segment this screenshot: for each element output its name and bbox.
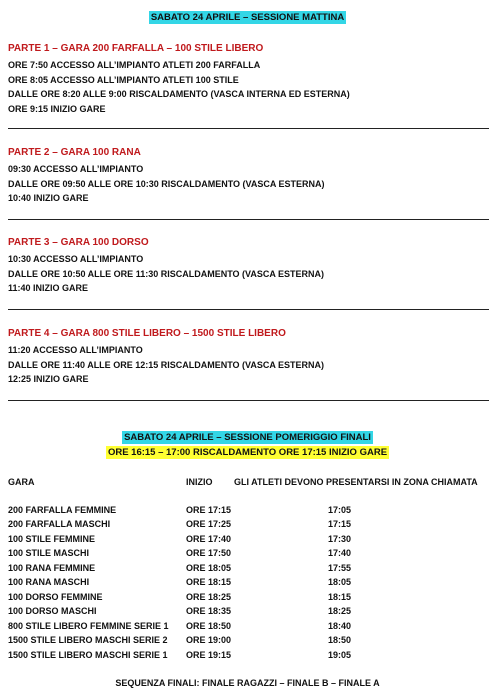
start-time-cell: ORE 18:25 [186,591,232,602]
table-header-row [8,475,488,490]
part-1-line: ORE 7:50 ACCESSO ALL’IMPIANTO ATLETI 200 FARFALLA [8,60,261,70]
call-time-cell: 17:55 [328,562,352,573]
part-2-title: PARTE 2 – GARA 100 RANA [8,147,141,158]
call-time-cell: 17:30 [328,533,352,544]
part-3-line: DALLE ORE 10:50 ALLE ORE 11:30 RISCALDAMENTO (VASCA ESTERNA) [8,268,325,279]
finals-schedule-table [8,475,488,662]
event-cell: 100 STILE FEMMINE [8,533,96,544]
table-row [8,590,488,605]
part-4-section [8,328,488,387]
table-row [8,532,488,547]
part-3-section [8,237,488,296]
header-inizio: INIZIO [186,477,213,487]
part-4-line: 11:20 ACCESSO ALL’IMPIANTO [8,345,143,355]
part-3-line: 10:30 ACCESSO ALL’IMPIANTO [8,254,144,264]
start-time-cell: ORE 18:50 [186,620,232,631]
start-time-cell: ORE 19:15 [186,649,232,660]
part-2-line: 10:40 INIZIO GARE [8,193,89,203]
call-time-cell: 18:40 [328,620,352,631]
event-cell: 100 RANA FEMMINE [8,562,96,573]
part-3-line: 11:40 INIZIO GARE [8,283,89,293]
event-cell: 200 FARFALLA MASCHI [8,519,111,529]
table-row [8,604,488,619]
section-divider [8,400,489,401]
table-row [8,517,488,532]
event-cell: 200 FARFALLA FEMMINE [8,504,117,515]
afternoon-subbanner-wrap [0,446,495,459]
table-row [8,546,488,561]
table-row [8,633,488,648]
part-4-line: 12:25 INIZIO GARE [8,374,89,384]
call-time-cell: 18:05 [328,577,352,587]
part-1-line: ORE 9:15 INIZIO GARE [8,103,106,114]
start-time-cell: ORE 17:40 [186,533,232,544]
event-cell: 1500 STILE LIBERO MASCHI SERIE 2 [8,635,168,645]
warmup-schedule-banner: ORE 16:15 – 17:00 RISCALDAMENTO ORE 17:15 INIZIO GARE [107,447,388,458]
section-divider [8,309,489,310]
call-time-cell: 17:15 [328,519,352,529]
call-time-cell: 18:25 [328,606,352,616]
table-row [8,575,488,590]
part-1-title: PARTE 1 – GARA 200 FARFALLA – 100 STILE LIBERO [8,43,264,54]
event-cell: 100 DORSO MASCHI [8,606,97,616]
section-divider [8,219,489,220]
start-time-cell: ORE 18:05 [186,562,232,573]
call-time-cell: 17:40 [328,548,352,558]
header-call-room: GLI ATLETI DEVONO PRESENTARSI IN ZONA CHIAMATA [234,477,478,487]
part-2-section [8,147,488,206]
part-1-line: DALLE ORE 8:20 ALLE 9:00 RISCALDAMENTO (VASCA INTERNA ED ESTERNA) [8,89,350,99]
event-cell: 100 DORSO FEMMINE [8,591,103,602]
header-gara: GARA [8,477,35,487]
start-time-cell: ORE 17:25 [186,519,232,529]
event-cell: 1500 STILE LIBERO MASCHI SERIE 1 [8,649,168,660]
call-time-cell: 18:15 [328,591,352,602]
finals-sequence-note: SEQUENZA FINALI: FINALE RAGAZZI – FINALE B – FINALE A [115,678,380,688]
part-1-section [8,43,488,116]
call-time-cell: 18:50 [328,635,352,645]
event-cell: 100 RANA MASCHI [8,577,90,587]
part-2-line: DALLE ORE 09:50 ALLE ORE 10:30 RISCALDAMENTO (VASCA ESTERNA) [8,178,325,189]
afternoon-session-banner: SABATO 24 APRILE – SESSIONE POMERIGGIO FINALI [124,432,371,443]
event-cell: 800 STILE LIBERO FEMMINE SERIE 1 [8,620,169,631]
morning-session-banner: SABATO 24 APRILE – SESSIONE MATTINA [150,12,345,23]
part-4-title: PARTE 4 – GARA 800 STILE LIBERO – 1500 STILE LIBERO [8,328,286,339]
part-1-line: ORE 8:05 ACCESSO ALL’IMPIANTO ATLETI 100 STILE [8,74,239,85]
part-2-line: 09:30 ACCESSO ALL’IMPIANTO [8,164,144,174]
start-time-cell: ORE 17:15 [186,504,232,515]
part-4-line: DALLE ORE 11:40 ALLE ORE 12:15 RISCALDAMENTO (VASCA ESTERNA) [8,359,325,370]
call-time-cell: 19:05 [328,649,352,660]
morning-banner-wrap [0,11,495,24]
start-time-cell: ORE 17:50 [186,548,232,558]
event-cell: 100 STILE MASCHI [8,548,90,558]
start-time-cell: ORE 18:15 [186,577,232,587]
start-time-cell: ORE 18:35 [186,606,232,616]
start-time-cell: ORE 19:00 [186,635,232,645]
table-row [8,619,488,634]
table-row [8,648,488,663]
afternoon-banner-wrap [0,431,495,444]
part-3-title: PARTE 3 – GARA 100 DORSO [8,237,149,248]
section-divider [8,128,489,129]
table-row [8,561,488,576]
call-time-cell: 17:05 [328,504,352,515]
table-row [8,503,488,518]
